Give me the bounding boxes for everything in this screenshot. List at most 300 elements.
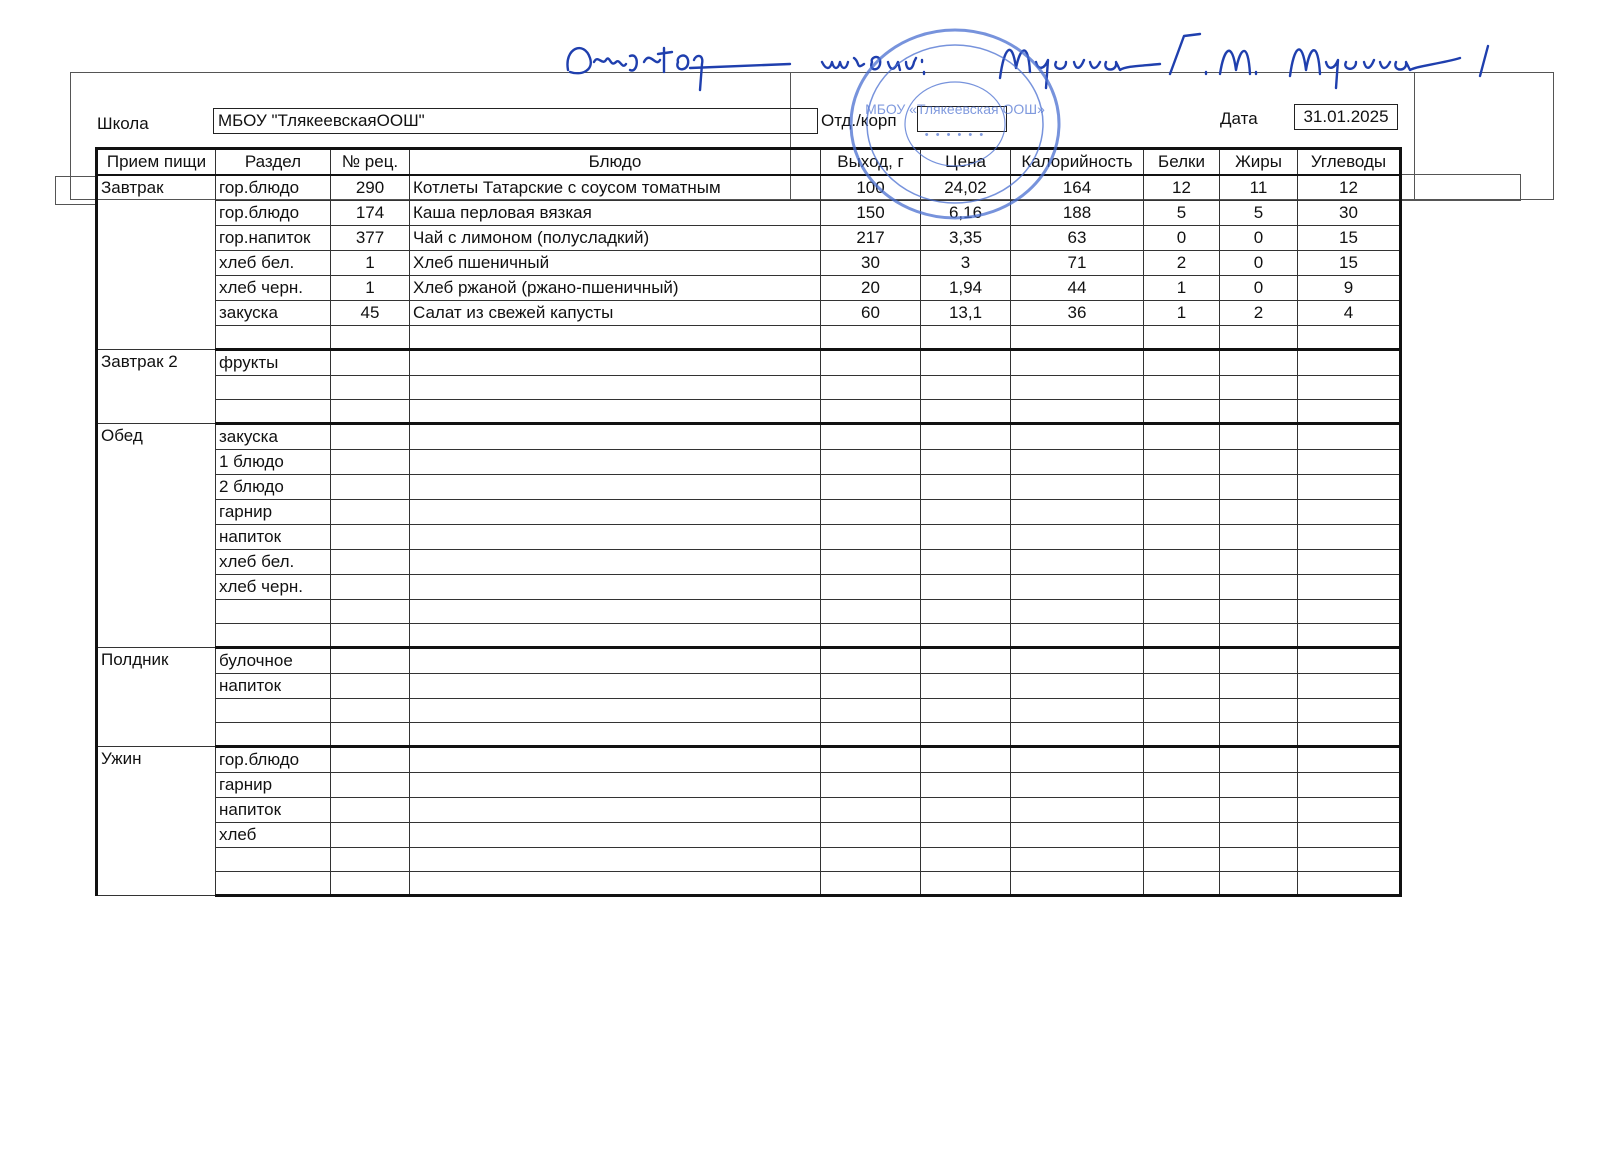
recipe-cell — [331, 624, 410, 648]
col-header-protein: Белки — [1144, 149, 1220, 176]
price-cell: 3 — [921, 251, 1011, 276]
protein-cell — [1144, 475, 1220, 500]
fat-cell — [1220, 350, 1298, 376]
recipe-cell — [331, 376, 410, 400]
carbs-cell — [1298, 350, 1401, 376]
section-cell: гор.блюдо — [216, 175, 331, 201]
dish-cell: Котлеты Татарские с соусом томатным — [410, 175, 821, 201]
output-cell: 60 — [821, 301, 921, 326]
price-cell — [921, 475, 1011, 500]
protein-cell — [1144, 350, 1220, 376]
section-cell — [216, 400, 331, 424]
dish-cell: Хлеб пшеничный — [410, 251, 821, 276]
meal-cell: Полдник — [97, 648, 216, 747]
carbs-cell — [1298, 648, 1401, 674]
section-cell: хлеб черн. — [216, 575, 331, 600]
carbs-cell — [1298, 600, 1401, 624]
table-row — [97, 424, 1401, 450]
carbs-cell — [1298, 848, 1401, 872]
calories-cell — [1011, 823, 1144, 848]
carbs-cell — [1298, 500, 1401, 525]
calories-cell — [1011, 400, 1144, 424]
recipe-cell — [331, 450, 410, 475]
menu-table — [95, 147, 1402, 897]
recipe-cell — [331, 872, 410, 896]
carbs-cell: 9 — [1298, 276, 1401, 301]
price-cell — [921, 600, 1011, 624]
calories-cell — [1011, 600, 1144, 624]
table-row — [97, 699, 1401, 723]
dish-cell — [410, 823, 821, 848]
carbs-cell — [1298, 674, 1401, 699]
price-cell — [921, 450, 1011, 475]
recipe-cell — [331, 550, 410, 575]
calories-cell — [1011, 550, 1144, 575]
output-cell — [821, 848, 921, 872]
table-row — [97, 747, 1401, 773]
section-cell — [216, 600, 331, 624]
dish-cell — [410, 400, 821, 424]
carbs-cell — [1298, 475, 1401, 500]
output-cell — [821, 376, 921, 400]
calories-cell: 164 — [1011, 175, 1144, 201]
price-cell — [921, 674, 1011, 699]
dish-cell — [410, 500, 821, 525]
col-header-carbs: Углеводы — [1298, 149, 1401, 176]
fat-cell — [1220, 723, 1298, 747]
dish-cell: Каша перловая вязкая — [410, 201, 821, 226]
protein-cell — [1144, 550, 1220, 575]
carbs-cell: 15 — [1298, 226, 1401, 251]
recipe-cell — [331, 500, 410, 525]
protein-cell — [1144, 376, 1220, 400]
fat-cell — [1220, 798, 1298, 823]
price-cell — [921, 699, 1011, 723]
price-cell — [921, 424, 1011, 450]
output-cell — [821, 624, 921, 648]
recipe-cell — [331, 600, 410, 624]
price-cell — [921, 624, 1011, 648]
section-cell: хлеб бел. — [216, 550, 331, 575]
section-cell: гор.блюдо — [216, 201, 331, 226]
price-cell — [921, 798, 1011, 823]
calories-cell — [1011, 773, 1144, 798]
table-row — [97, 575, 1401, 600]
carbs-cell — [1298, 450, 1401, 475]
table-row — [97, 550, 1401, 575]
carbs-cell: 15 — [1298, 251, 1401, 276]
protein-cell — [1144, 575, 1220, 600]
table-row — [97, 798, 1401, 823]
carbs-cell — [1298, 376, 1401, 400]
price-cell: 6,16 — [921, 201, 1011, 226]
calories-cell — [1011, 624, 1144, 648]
table-row — [97, 400, 1401, 424]
fat-cell: 0 — [1220, 226, 1298, 251]
table-row — [97, 450, 1401, 475]
protein-cell — [1144, 624, 1220, 648]
dish-cell — [410, 624, 821, 648]
protein-cell — [1144, 326, 1220, 350]
output-cell: 30 — [821, 251, 921, 276]
recipe-cell: 1 — [331, 251, 410, 276]
output-cell — [821, 550, 921, 575]
calories-cell: 44 — [1011, 276, 1144, 301]
table-header — [97, 149, 1401, 176]
carbs-cell: 30 — [1298, 201, 1401, 226]
section-cell: хлеб черн. — [216, 276, 331, 301]
protein-cell: 1 — [1144, 301, 1220, 326]
price-cell — [921, 872, 1011, 896]
fat-cell — [1220, 848, 1298, 872]
recipe-cell — [331, 648, 410, 674]
calories-cell — [1011, 376, 1144, 400]
price-cell — [921, 400, 1011, 424]
recipe-cell — [331, 773, 410, 798]
col-header-recipe: № рец. — [331, 149, 410, 176]
fat-cell: 5 — [1220, 201, 1298, 226]
section-cell — [216, 376, 331, 400]
recipe-cell — [331, 823, 410, 848]
dish-cell — [410, 424, 821, 450]
recipe-cell — [331, 424, 410, 450]
fat-cell — [1220, 376, 1298, 400]
fat-cell — [1220, 648, 1298, 674]
protein-cell — [1144, 872, 1220, 896]
calories-cell — [1011, 500, 1144, 525]
recipe-cell — [331, 699, 410, 723]
table-row — [97, 848, 1401, 872]
recipe-cell — [331, 475, 410, 500]
section-cell: напиток — [216, 798, 331, 823]
frame-line-left-stub-b — [55, 204, 95, 205]
protein-cell — [1144, 500, 1220, 525]
frame-line-right-stub — [1398, 200, 1520, 201]
frame-line-left-stub-v — [55, 176, 56, 204]
price-cell: 3,35 — [921, 226, 1011, 251]
fat-cell — [1220, 450, 1298, 475]
table-row — [97, 823, 1401, 848]
carbs-cell — [1298, 699, 1401, 723]
output-cell — [821, 500, 921, 525]
output-cell — [821, 723, 921, 747]
protein-cell — [1144, 848, 1220, 872]
section-cell: хлеб бел. — [216, 251, 331, 276]
calories-cell — [1011, 475, 1144, 500]
meal-cell: Обед — [97, 424, 216, 648]
recipe-cell — [331, 575, 410, 600]
protein-cell — [1144, 450, 1220, 475]
output-cell — [821, 450, 921, 475]
svg-text:• • • • • •: • • • • • • — [924, 129, 986, 141]
recipe-cell — [331, 848, 410, 872]
recipe-cell — [331, 723, 410, 747]
carbs-cell — [1298, 747, 1401, 773]
price-cell: 1,94 — [921, 276, 1011, 301]
section-cell: закуска — [216, 424, 331, 450]
dish-cell — [410, 699, 821, 723]
output-cell — [821, 326, 921, 350]
carbs-cell — [1298, 525, 1401, 550]
protein-cell — [1144, 699, 1220, 723]
fat-cell — [1220, 773, 1298, 798]
col-header-dish: Блюдо — [410, 149, 821, 176]
calories-cell: 71 — [1011, 251, 1144, 276]
protein-cell — [1144, 648, 1220, 674]
protein-cell — [1144, 747, 1220, 773]
col-header-meal: Прием пищи — [97, 149, 216, 176]
table-row — [97, 376, 1401, 400]
output-cell — [821, 648, 921, 674]
recipe-cell: 174 — [331, 201, 410, 226]
dish-cell — [410, 747, 821, 773]
carbs-cell — [1298, 400, 1401, 424]
stamp-label: МБОУ «Тлякеевская ООШ» — [865, 101, 1045, 117]
table-row — [97, 500, 1401, 525]
section-cell: 2 блюдо — [216, 475, 331, 500]
dept-label: Отд./корп — [821, 111, 897, 130]
col-header-output: Выход, г — [821, 149, 921, 176]
recipe-cell: 1 — [331, 276, 410, 301]
carbs-cell — [1298, 773, 1401, 798]
protein-cell: 2 — [1144, 251, 1220, 276]
table-row — [97, 525, 1401, 550]
school-label: Школа — [97, 114, 149, 133]
protein-cell — [1144, 823, 1220, 848]
output-cell — [821, 600, 921, 624]
section-cell: напиток — [216, 525, 331, 550]
carbs-cell: 12 — [1298, 175, 1401, 201]
carbs-cell — [1298, 798, 1401, 823]
price-cell — [921, 723, 1011, 747]
date-field: 31.01.2025 — [1294, 104, 1398, 130]
dish-cell — [410, 648, 821, 674]
price-cell — [921, 326, 1011, 350]
section-cell: булочное — [216, 648, 331, 674]
dish-cell — [410, 575, 821, 600]
section-cell — [216, 326, 331, 350]
protein-cell: 12 — [1144, 175, 1220, 201]
dish-cell — [410, 550, 821, 575]
price-cell: 24,02 — [921, 175, 1011, 201]
table-row — [97, 301, 1401, 326]
dish-cell: Хлеб ржаной (ржано-пшеничный) — [410, 276, 821, 301]
recipe-cell — [331, 674, 410, 699]
carbs-cell — [1298, 550, 1401, 575]
col-header-price: Цена — [921, 149, 1011, 176]
recipe-cell — [331, 525, 410, 550]
meal-cell: Ужин — [97, 747, 216, 896]
table-row — [97, 251, 1401, 276]
table-row — [97, 600, 1401, 624]
protein-cell: 1 — [1144, 276, 1220, 301]
protein-cell — [1144, 600, 1220, 624]
table-row — [97, 723, 1401, 747]
section-cell — [216, 848, 331, 872]
protein-cell — [1144, 424, 1220, 450]
calories-cell — [1011, 723, 1144, 747]
section-cell: хлеб — [216, 823, 331, 848]
carbs-cell — [1298, 624, 1401, 648]
dish-cell — [410, 450, 821, 475]
output-cell — [821, 525, 921, 550]
recipe-cell — [331, 747, 410, 773]
table-row — [97, 872, 1401, 896]
price-cell — [921, 823, 1011, 848]
recipe-cell — [331, 400, 410, 424]
recipe-cell — [331, 798, 410, 823]
dish-cell — [410, 674, 821, 699]
protein-cell — [1144, 525, 1220, 550]
table-row — [97, 175, 1401, 201]
frame-line-right-stub-t — [1398, 174, 1520, 175]
table-row — [97, 648, 1401, 674]
fat-cell — [1220, 500, 1298, 525]
col-header-section: Раздел — [216, 149, 331, 176]
table-body — [97, 175, 1401, 896]
calories-cell — [1011, 699, 1144, 723]
price-cell — [921, 550, 1011, 575]
calories-cell: 63 — [1011, 226, 1144, 251]
carbs-cell — [1298, 723, 1401, 747]
output-cell — [821, 747, 921, 773]
section-cell — [216, 872, 331, 896]
calories-cell — [1011, 424, 1144, 450]
recipe-cell — [331, 350, 410, 376]
section-cell: гарнир — [216, 500, 331, 525]
table-row — [97, 276, 1401, 301]
table-row — [97, 624, 1401, 648]
output-cell: 217 — [821, 226, 921, 251]
fat-cell — [1220, 699, 1298, 723]
header-row — [97, 149, 1401, 176]
fat-cell — [1220, 424, 1298, 450]
price-cell — [921, 525, 1011, 550]
output-cell: 150 — [821, 201, 921, 226]
fat-cell — [1220, 525, 1298, 550]
recipe-cell — [331, 326, 410, 350]
fat-cell — [1220, 575, 1298, 600]
carbs-cell — [1298, 424, 1401, 450]
section-cell: гарнир — [216, 773, 331, 798]
protein-cell: 5 — [1144, 201, 1220, 226]
fat-cell — [1220, 475, 1298, 500]
table-row — [97, 201, 1401, 226]
dish-cell — [410, 376, 821, 400]
fat-cell — [1220, 747, 1298, 773]
calories-cell: 36 — [1011, 301, 1144, 326]
calories-cell — [1011, 848, 1144, 872]
price-cell — [921, 376, 1011, 400]
section-cell: закуска — [216, 301, 331, 326]
calories-cell — [1011, 798, 1144, 823]
carbs-cell — [1298, 872, 1401, 896]
col-header-calories: Калорийность — [1011, 149, 1144, 176]
table-row — [97, 350, 1401, 376]
output-cell: 20 — [821, 276, 921, 301]
dish-cell — [410, 872, 821, 896]
price-cell — [921, 747, 1011, 773]
output-cell — [821, 699, 921, 723]
output-cell: 100 — [821, 175, 921, 201]
col-header-fat: Жиры — [1220, 149, 1298, 176]
dish-cell: Салат из свежей капусты — [410, 301, 821, 326]
section-cell: напиток — [216, 674, 331, 699]
calories-cell — [1011, 575, 1144, 600]
price-cell — [921, 773, 1011, 798]
carbs-cell — [1298, 823, 1401, 848]
price-cell — [921, 575, 1011, 600]
carbs-cell — [1298, 326, 1401, 350]
recipe-cell: 290 — [331, 175, 410, 201]
fat-cell — [1220, 600, 1298, 624]
output-cell — [821, 773, 921, 798]
dish-cell — [410, 475, 821, 500]
protein-cell — [1144, 723, 1220, 747]
output-cell — [821, 350, 921, 376]
fat-cell — [1220, 326, 1298, 350]
output-cell — [821, 400, 921, 424]
dish-cell — [410, 723, 821, 747]
fat-cell — [1220, 872, 1298, 896]
protein-cell — [1144, 400, 1220, 424]
output-cell — [821, 424, 921, 450]
dish-cell — [410, 350, 821, 376]
meal-cell: Завтрак — [97, 175, 216, 350]
table-row — [97, 773, 1401, 798]
protein-cell — [1144, 674, 1220, 699]
dish-cell — [410, 848, 821, 872]
dish-cell — [410, 600, 821, 624]
dish-cell — [410, 326, 821, 350]
fat-cell: 2 — [1220, 301, 1298, 326]
date-label: Дата — [1220, 109, 1258, 128]
section-cell: фрукты — [216, 350, 331, 376]
table-row — [97, 475, 1401, 500]
dish-cell — [410, 525, 821, 550]
frame-line-right-stub-v — [1520, 174, 1521, 201]
output-cell — [821, 872, 921, 896]
price-cell — [921, 648, 1011, 674]
calories-cell: 188 — [1011, 201, 1144, 226]
fat-cell — [1220, 400, 1298, 424]
output-cell — [821, 575, 921, 600]
calories-cell — [1011, 674, 1144, 699]
price-cell — [921, 350, 1011, 376]
output-cell — [821, 674, 921, 699]
output-cell — [821, 798, 921, 823]
price-cell — [921, 500, 1011, 525]
calories-cell — [1011, 747, 1144, 773]
protein-cell: 0 — [1144, 226, 1220, 251]
output-cell — [821, 475, 921, 500]
fat-cell: 0 — [1220, 251, 1298, 276]
frame-line-left-stub — [55, 176, 95, 177]
section-cell: гор.блюдо — [216, 747, 331, 773]
school-stamp — [848, 26, 1062, 222]
recipe-cell: 377 — [331, 226, 410, 251]
fat-cell — [1220, 823, 1298, 848]
table-row — [97, 326, 1401, 350]
table-row — [97, 674, 1401, 699]
fat-cell: 0 — [1220, 276, 1298, 301]
fat-cell: 11 — [1220, 175, 1298, 201]
section-cell: 1 блюдо — [216, 450, 331, 475]
table-row — [97, 226, 1401, 251]
fat-cell — [1220, 550, 1298, 575]
price-cell: 13,1 — [921, 301, 1011, 326]
calories-cell — [1011, 648, 1144, 674]
